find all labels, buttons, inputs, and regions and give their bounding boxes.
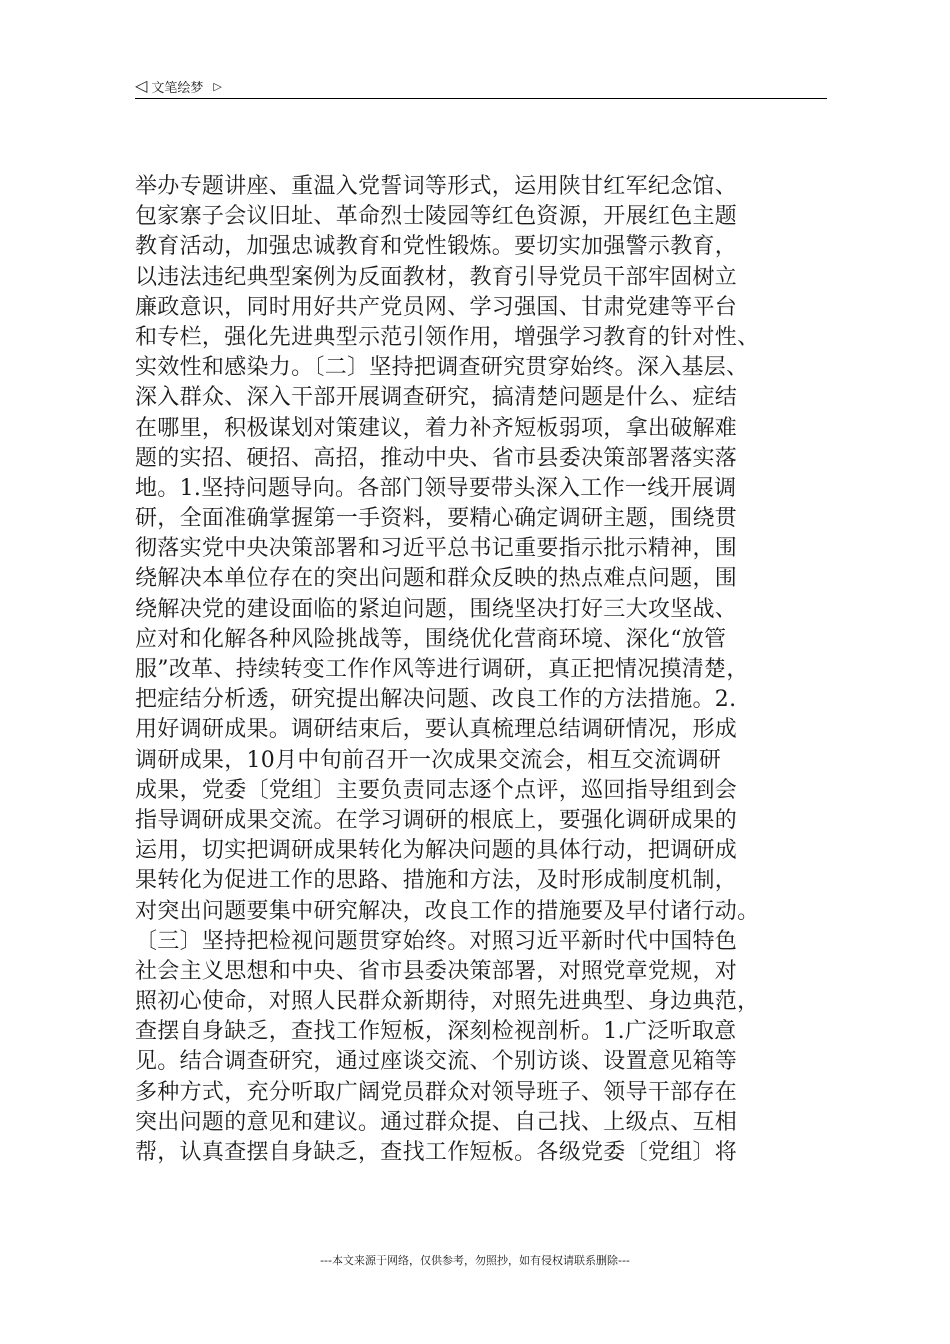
header-divider	[135, 98, 827, 99]
body-text-line: 举办专题讲座、重温入党誓词等形式，运用陕甘红军纪念馆、	[135, 174, 738, 199]
body-text-line: 果转化为促进工作的思路、措施和方法，及时形成制度机制，	[135, 868, 738, 894]
body-text-line: 教育活动，加强忠诚教育和党性锻炼。要切实加强警示教育，	[135, 234, 738, 260]
body-text-line: 彻落实党中央决策部署和习近平总书记重要指示批示精神，围	[135, 536, 738, 562]
body-text-line: 深入群众、深入干部开展调查研究，搞清楚问题是什么、症结	[135, 385, 738, 411]
body-text-line: 应对和化解各种风险挑战等，围绕优化营商环境、深化“放管	[135, 626, 727, 652]
body-text-line: 对突出问题要集中研究解决，改良工作的措施要及早付诸行动。	[135, 898, 760, 924]
body-text-line: 突出问题的意见和建议。通过群众提、自己找、上级点、互相	[135, 1109, 738, 1135]
right-triangle-icon: ▷	[213, 79, 222, 93]
body-text-line: 〔三〕坚持把检视问题贯穿始终。对照习近平新时代中国特色	[135, 928, 738, 954]
body-text-line: 成果，党委〔党组〕主要负责同志逐个点评，巡回指导组到会	[135, 777, 738, 803]
page-header	[135, 74, 827, 98]
body-text-line: 绕解决党的建设面临的紧迫问题，围绕坚决打好三大攻坚战、	[135, 596, 738, 622]
body-text-line: 在哪里，积极谋划对策建议，着力补齐短板弱项，拿出破解难	[135, 415, 738, 441]
body-text-line: 服”改革、持续转变工作作风等进行调研，真正把情况摸清楚，	[135, 657, 749, 682]
body-text-line: 研，全面准确掌握第一手资料，要精心确定调研主题，围绕贯	[135, 506, 738, 532]
body-text-line: 多种方式，充分听取广阔党员群众对领导班子、领导干部存在	[135, 1079, 738, 1105]
body-text-line: 和专栏，强化先进典型示范引领作用，增强学习教育的针对性、	[135, 324, 760, 350]
body-text-line: 廉政意识，同时用好共产党员网、学习强国、甘肃党建等平台	[135, 294, 738, 320]
body-text-line: 调研成果，10月中旬前召开一次成果交流会，相互交流调研	[135, 747, 722, 773]
body-text-line: 题的实招、硬招、高招，推动中央、省市县委决策部署落实落	[135, 445, 738, 471]
left-triangle-icon: ◁	[135, 76, 148, 95]
body-text-line: 用好调研成果。调研结束后，要认真梳理总结调研情况，形成	[135, 717, 738, 743]
body-text-line: 地。1.坚持问题导向。各部门领导要带头深入工作一线开展调	[135, 475, 737, 501]
body-text-line: 社会主义思想和中央、省市县委决策部署，对照党章党规，对	[135, 958, 738, 984]
body-text-line: 指导调研成果交流。在学习调研的根底上，要强化调研成果的	[135, 807, 738, 833]
body-text-line: 查摆自身缺乏，查找工作短板，深刻检视剖析。1.广泛听取意	[135, 1019, 737, 1045]
body-text-line: 帮，认真查摆自身缺乏，查找工作短板。各级党委〔党组〕将	[135, 1140, 738, 1165]
body-text-line: 把症结分析透，研究提出解决问题、改良工作的方法措施。2.	[135, 687, 737, 713]
page-footer: ---本文来源于网络，仅供参考，勿照抄，如有侵权请联系删除---	[320, 1254, 630, 1267]
body-text-line: 见。结合调查研究，通过座谈交流、个别访谈、设置意见箱等	[135, 1049, 738, 1075]
body-text-line: 绕解决本单位存在的突出问题和群众反映的热点难点问题，围	[135, 566, 738, 592]
body-text-line: 照初心使命，对照人民群众新期待，对照先进典型、身边典范，	[135, 989, 760, 1015]
body-text-line: 以违法违纪典型案例为反面教材，教育引导党员干部牢固树立	[135, 264, 738, 290]
body-text-line: 实效性和感染力。〔二〕坚持把调查研究贯穿始终。深入基层、	[135, 355, 749, 381]
document-body	[135, 172, 835, 1168]
body-text-line: 包家寨子会议旧址、革命烈士陵园等红色资源，开展红色主题	[135, 204, 738, 230]
header-title: 文笔绘梦	[151, 80, 204, 96]
body-text-line: 运用，切实把调研成果转化为解决问题的具体行动，把调研成	[135, 838, 738, 864]
